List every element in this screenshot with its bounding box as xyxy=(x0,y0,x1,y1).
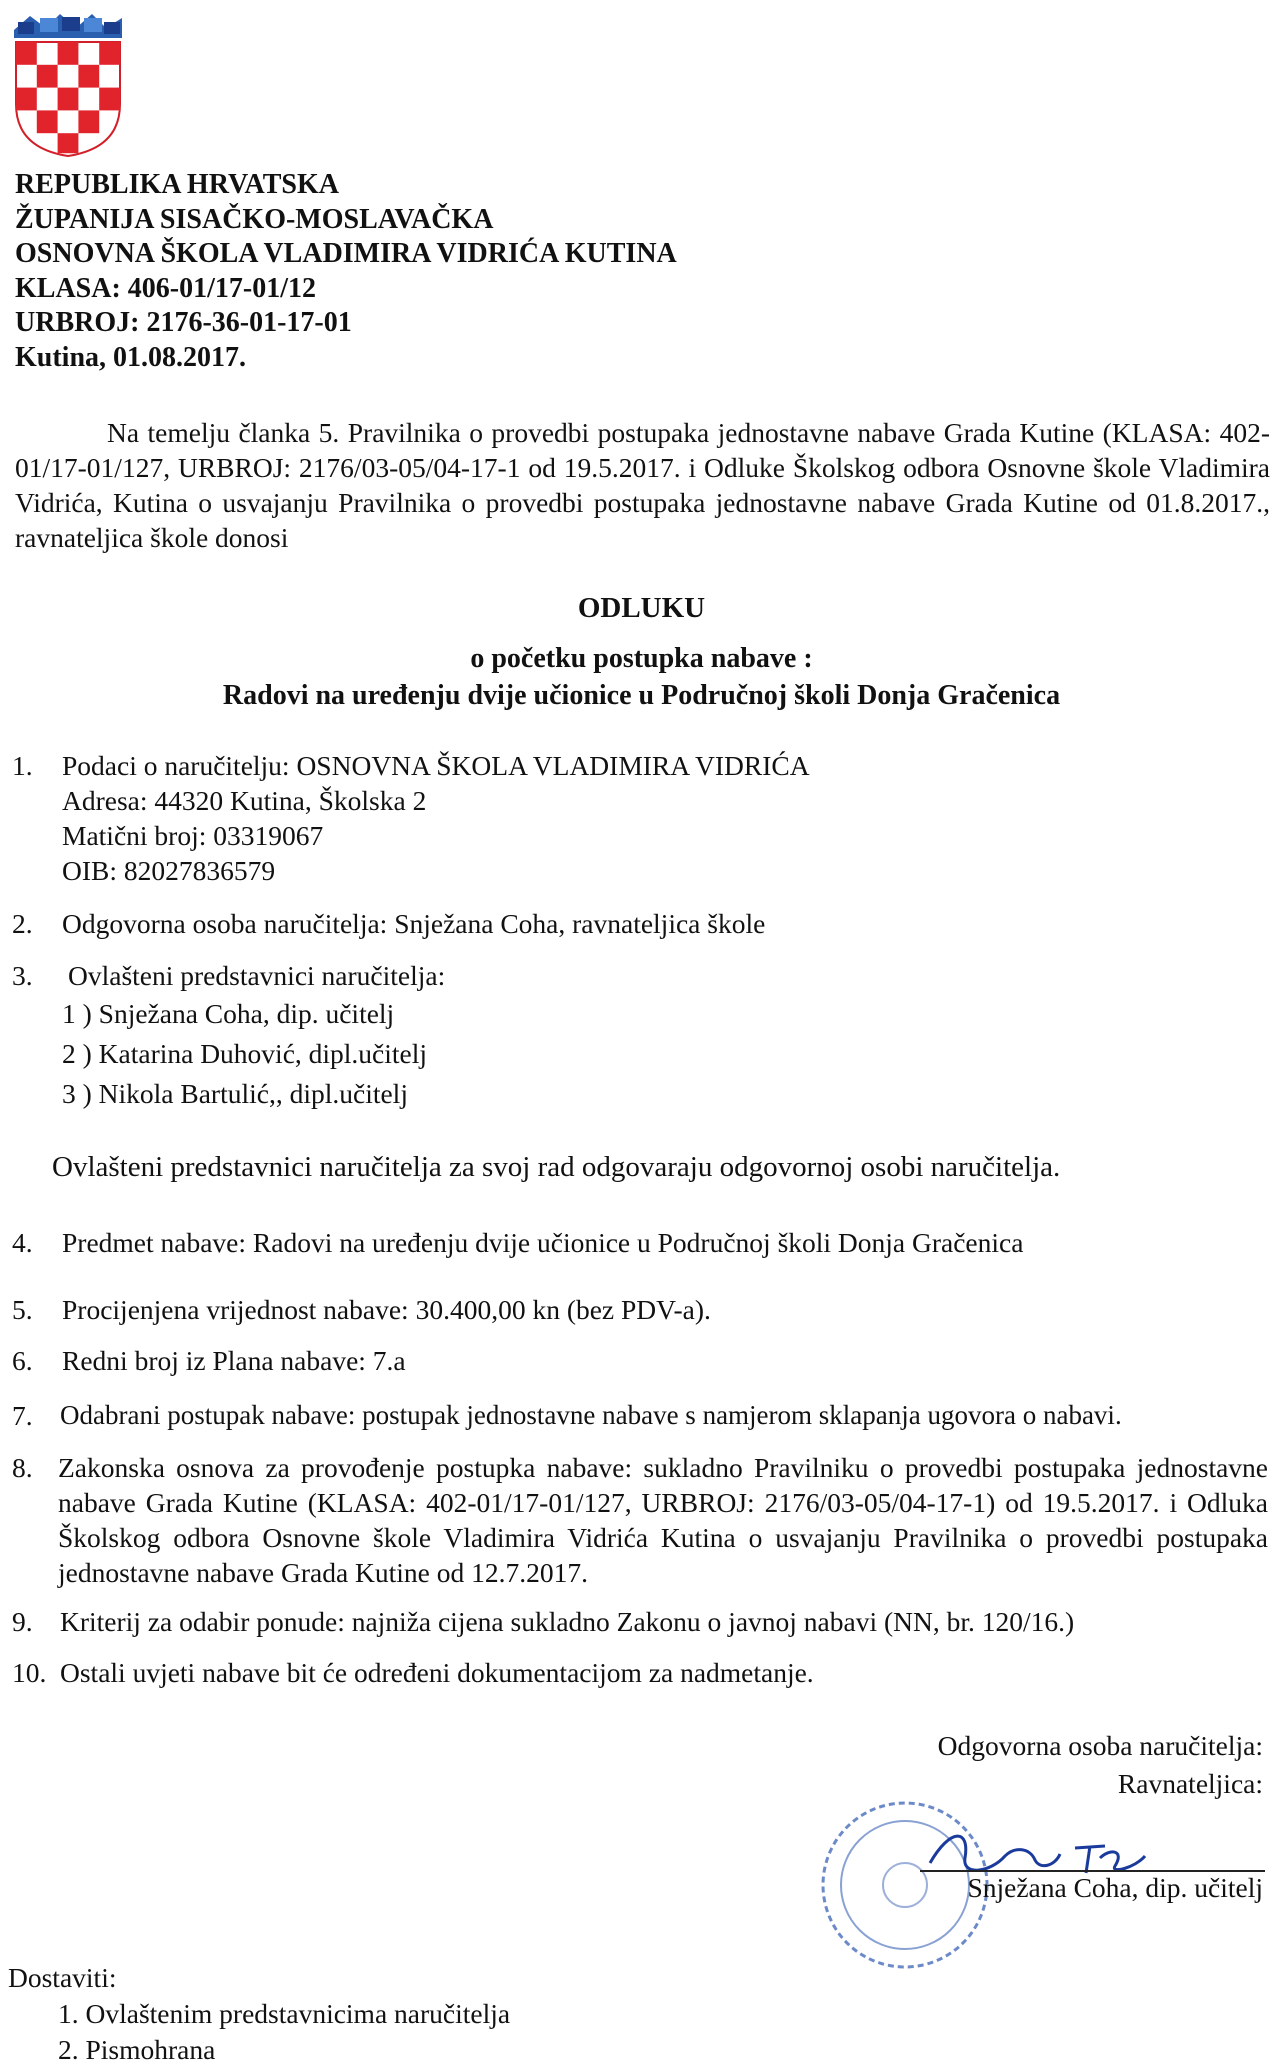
representative-item: 2 ) Katarina Duhović, dipl.učitelj xyxy=(62,1038,428,1069)
signatory-name: Snježana Coha, dip. učitelj xyxy=(967,1872,1263,1903)
item-1-line: OIB: 82027836579 xyxy=(62,855,276,886)
item-number: 2. xyxy=(12,908,33,939)
item-text: Kriterij za odabir ponude: najniža cijena sukladno Zakonu o javnoj nabavi (NN, br. 120/16.) xyxy=(60,1606,1075,1637)
representatives-note: Ovlašteni predstavnici naručitelja za svoj rad odgovaraju odgovornoj osobi naručitelja. xyxy=(52,1151,1061,1183)
document-subtitle: o početku postupka nabave : xyxy=(470,643,813,674)
letterhead xyxy=(15,168,677,375)
procurement-subject-title: Radovi na uređenju dvije učionice u Područnoj školi Donja Gračenica xyxy=(222,680,1061,711)
item-text: Predmet nabave: Radovi na uređenju dvije učionice u Područnoj školi Donja Gračenica xyxy=(62,1227,1024,1258)
item-number: 5. xyxy=(12,1294,33,1325)
intro-text: Na temelju članka 5. Pravilnika o provedbi postupaka jednostavne nabave Grada Kutine (KLASA: 402-01/17-01/127, URBROJ: 2176/03-05/04-17-1 od 19.5.2017. i Odluke Školskog odbora Osnovne škole Vladimira Vidrića, Kutina o usvajanju Pravilnika o provedbi postupaka jednostavne nabave Grada Kutine od 01.8.2017., ravnateljica škole donosi xyxy=(15,417,1270,553)
representative-item: 3 ) Nikola Bartulić,, dipl.učitelj xyxy=(62,1078,408,1109)
klasa-line: KLASA: 406-01/17-01/12 xyxy=(15,272,316,304)
delivery-label: Dostaviti: xyxy=(8,1962,117,1993)
item-number: 8. xyxy=(12,1452,33,1483)
intro-paragraph xyxy=(15,415,1270,555)
signature-role: Odgovorna osoba naručitelja: xyxy=(937,1730,1263,1761)
item-number: 4. xyxy=(12,1227,33,1258)
item-number: 7. xyxy=(12,1400,33,1431)
item-text: Ovlašteni predstavnici naručitelja: xyxy=(68,960,446,991)
croatian-coat-of-arms-icon xyxy=(10,8,126,158)
item-1-line: Podaci o naručitelju: OSNOVNA ŠKOLA VLADIMIRA VIDRIĆA xyxy=(62,750,810,781)
item-1-line: Matični broj: 03319067 xyxy=(62,820,324,851)
date-line: Kutina, 01.08.2017. xyxy=(15,341,247,373)
item-text: Redni broj iz Plana nabave: 7.a xyxy=(62,1345,406,1376)
country-line: REPUBLIKA HRVATSKA xyxy=(15,169,339,200)
signature-title: Ravnateljica: xyxy=(1117,1768,1263,1799)
delivery-item: 2. Pismohrana xyxy=(58,2034,216,2065)
urbroj-line: URBROJ: 2176-36-01-17-01 xyxy=(15,307,352,338)
item-text: Odabrani postupak nabave: postupak jednostavne nabave s namjerom sklapanja ugovora o nabavi. xyxy=(60,1400,1122,1430)
delivery-section xyxy=(8,1960,510,2068)
item-number: 9. xyxy=(12,1606,33,1637)
item-number: 1. xyxy=(12,750,33,781)
document-title: ODLUKU xyxy=(577,592,706,624)
item-text: Zakonska osnova za provođenje postupka nabave: sukladno Pravilniku o provedbi postupaka jednostavne nabave Grada Kutine (KLASA: 402-01/17-01/127, URBROJ: 2176/03-05/04-17-1) od 19.5.2017. i Odluka Školskog odbora Osnovne škole Vladimira Vidrića Kutina o usvajanju Pravilnika o provedbi postupaka jednostavne nabave Grada Kutine od 12.7.2017. xyxy=(58,1452,1268,1588)
delivery-item: 1. Ovlaštenim predstavnicima naručitelja xyxy=(58,1998,511,2029)
item-text: Odgovorna osoba naručitelja: Snježana Coha, ravnateljica škole xyxy=(62,908,766,939)
item-number: 3. xyxy=(12,960,33,991)
item-text: Procijenjena vrijednost nabave: 30.400,00 kn (bez PDV-a). xyxy=(62,1294,711,1325)
item-number: 6. xyxy=(12,1345,33,1376)
representative-item: 1 ) Snježana Coha, dip. učitelj xyxy=(62,998,395,1029)
item-1-line: Adresa: 44320 Kutina, Školska 2 xyxy=(62,785,427,816)
county-line: ŽUPANIJA SISAČKO-MOSLAVAČKA xyxy=(15,203,494,235)
item-number: 10. xyxy=(12,1657,47,1688)
item-text: Ostali uvjeti nabave bit će određeni dokumentacijom za nadmetanje. xyxy=(60,1657,814,1688)
school-line: OSNOVNA ŠKOLA VLADIMIRA VIDRIĆA KUTINA xyxy=(15,238,677,269)
